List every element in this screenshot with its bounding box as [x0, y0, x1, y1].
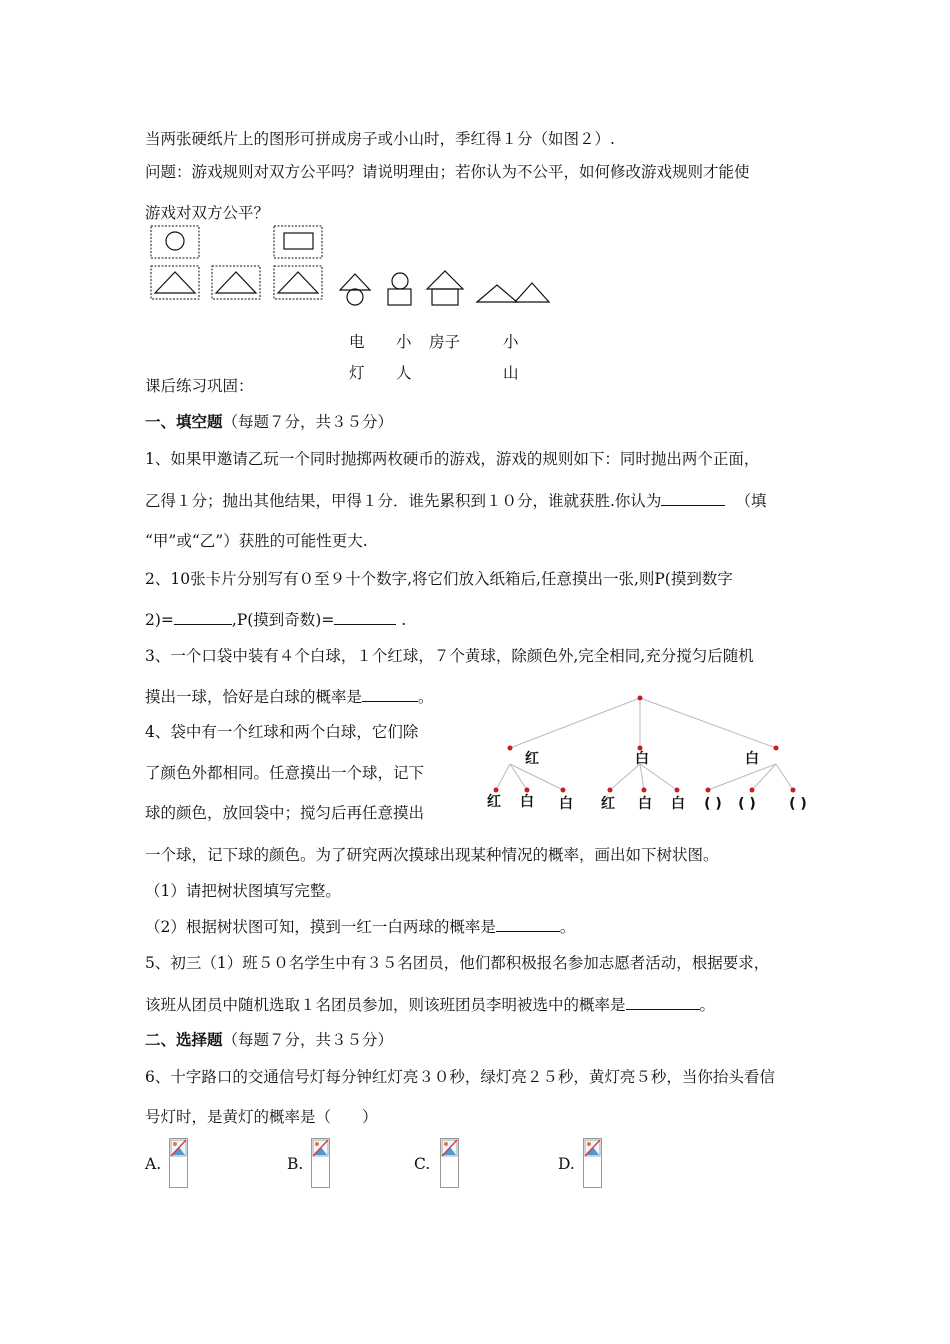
label-person-1: 小 [396, 333, 412, 351]
intro-line-3: 游戏对双方公平？ [145, 204, 270, 222]
q4-line-2: 了颜色外都相同。任意摸出一个球，记下 [145, 764, 425, 782]
section1-title: 一、填空题 [145, 413, 223, 431]
q2-blank-1[interactable] [174, 609, 232, 625]
q3-text: 摸出一球，恰好是白球的概率是 [145, 688, 363, 706]
intro-line-1: 当两张硬纸片上的图形可拼成房子或小山时，季红得１分（如图２）. [145, 130, 615, 148]
q3-line-2 [145, 686, 434, 707]
q4-line-4: 一个球，记下球的颜色。为了研究两次摸球出现某种情况的概率，画出如下树状图。 [145, 846, 719, 864]
q4-sub-2-end: 。 [559, 918, 576, 936]
option-d-image [583, 1138, 602, 1188]
broken-image-icon [170, 1139, 187, 1159]
q5-line-1: 5、初三（1）班５０名学生中有３５名团员，他们都积极报名参加志愿者活动，根据要求， [145, 954, 770, 972]
q1-line-1: 1、如果甲邀请乙玩一个同时抛掷两枚硬币的游戏，游戏的规则如下：同时抛出两个正面， [145, 450, 760, 468]
label-person-2: 人 [396, 364, 412, 382]
q2-blank-2[interactable] [334, 609, 396, 625]
q4-line-1: 4、袋中有一个红球和两个白球，它们除 [145, 723, 419, 741]
card-triangle-2 [212, 266, 260, 299]
label-lamp-1: 电 [349, 333, 365, 351]
card-square [274, 226, 322, 258]
tree-l2-node-5: 白 [638, 796, 652, 812]
q4-sub-1: （1）请把树状图填写完整。 [145, 882, 341, 900]
label-hill-2: 山 [503, 364, 519, 382]
option-c-image [440, 1138, 459, 1188]
option-a-label[interactable]: A. [145, 1155, 162, 1173]
label-lamp-2: 灯 [349, 364, 365, 382]
card-shapes-figure [140, 220, 560, 310]
option-a-image [169, 1138, 188, 1188]
q4-answer-blank[interactable] [496, 916, 560, 932]
tree-l2-node-3: 白 [559, 796, 573, 812]
label-house: 房子 [429, 333, 461, 351]
option-c-label[interactable]: C. [414, 1155, 431, 1173]
tree-l1-node-2: 白 [635, 751, 649, 767]
card-triangle-1 [151, 266, 199, 299]
q1-text-tail: （填 [735, 492, 767, 510]
q1-text: 乙得１分；抛出其他结果，甲得１分．谁先累积到１０分，谁就获胜.你认为 [145, 492, 662, 510]
q2-line-1: 2、10张卡片分别写有０至９十个数字,将它们放入纸箱后,任意摸出一张,则P(摸到数字 [145, 570, 733, 588]
q1-line-2 [145, 490, 766, 511]
broken-image-icon [584, 1139, 601, 1159]
tree-root-dot [638, 696, 643, 701]
option-d-label[interactable]: D. [558, 1155, 575, 1173]
q4-line-3: 球的颜色，放回袋中；搅匀后再任意摸出 [145, 804, 425, 822]
tree-l1-node-1: 红 [525, 751, 539, 767]
tree-l2-blank-3: ( ) [789, 796, 807, 812]
q6-line-2: 号灯时，是黄灯的概率是（ ） [145, 1108, 378, 1126]
section1-heading [145, 412, 393, 432]
tree-l1-node-3: 白 [745, 751, 759, 767]
q2-text-c: . [396, 611, 407, 629]
tree-l2-node-4: 红 [601, 796, 615, 812]
section2-title: 二、选择题 [145, 1031, 223, 1049]
q3-text-end: 。 [418, 688, 434, 706]
option-b-label[interactable]: B. [287, 1155, 304, 1173]
q5-answer-blank[interactable] [626, 994, 700, 1010]
section2-note: （每题７分，共３５分） [222, 1031, 394, 1049]
q5-line-2 [145, 994, 715, 1015]
tree-l2-blank-1: ( ) [704, 796, 722, 812]
intro-line-2: 问题：游戏规则对双方公平吗？请说明理由；若你认为不公平，如何修改游戏规则才能使 [145, 163, 750, 181]
q4-sub-2-text: （2）根据树状图可知，摸到一红一白两球的概率是 [145, 918, 496, 936]
q3-answer-blank[interactable] [362, 686, 418, 702]
q2-text-a: 2)= [145, 611, 174, 629]
broken-image-icon [441, 1139, 458, 1159]
q1-line-3: “甲”或“乙”）获胜的可能性更大. [145, 532, 368, 550]
section2-heading [145, 1030, 393, 1050]
section1-note: （每题７分，共３５分） [222, 413, 394, 431]
practice-heading: 课后练习巩固： [145, 377, 254, 395]
probability-tree [470, 690, 830, 815]
card-triangle-3 [274, 266, 322, 299]
q3-line-1: 3、一个口袋中装有４个白球，１个红球，７个黄球，除颜色外,完全相同,充分搅匀后随机 [145, 647, 754, 665]
tree-l2-node-2: 白 [520, 794, 534, 810]
card-circle [151, 226, 199, 258]
q4-sub-2 [145, 916, 575, 937]
q1-answer-blank[interactable] [661, 490, 725, 506]
option-b-image [311, 1138, 330, 1188]
q2-text-b: ,P(摸到奇数)= [231, 611, 335, 629]
tree-l2-node-1: 红 [487, 794, 501, 810]
q2-line-2 [145, 609, 406, 630]
broken-image-icon [312, 1139, 329, 1159]
q5-text: 该班从团员中随机选取１名团员参加，则该班团员李明被选中的概率是 [145, 996, 626, 1014]
tree-l2-blank-2: ( ) [738, 796, 756, 812]
q5-text-end: 。 [699, 996, 716, 1014]
label-hill-1: 小 [503, 333, 519, 351]
tree-l2-node-6: 白 [671, 796, 685, 812]
q6-line-1: 6、十字路口的交通信号灯每分钟红灯亮３０秒，绿灯亮２５秒，黄灯亮５秒，当你抬头看信 [145, 1068, 775, 1086]
